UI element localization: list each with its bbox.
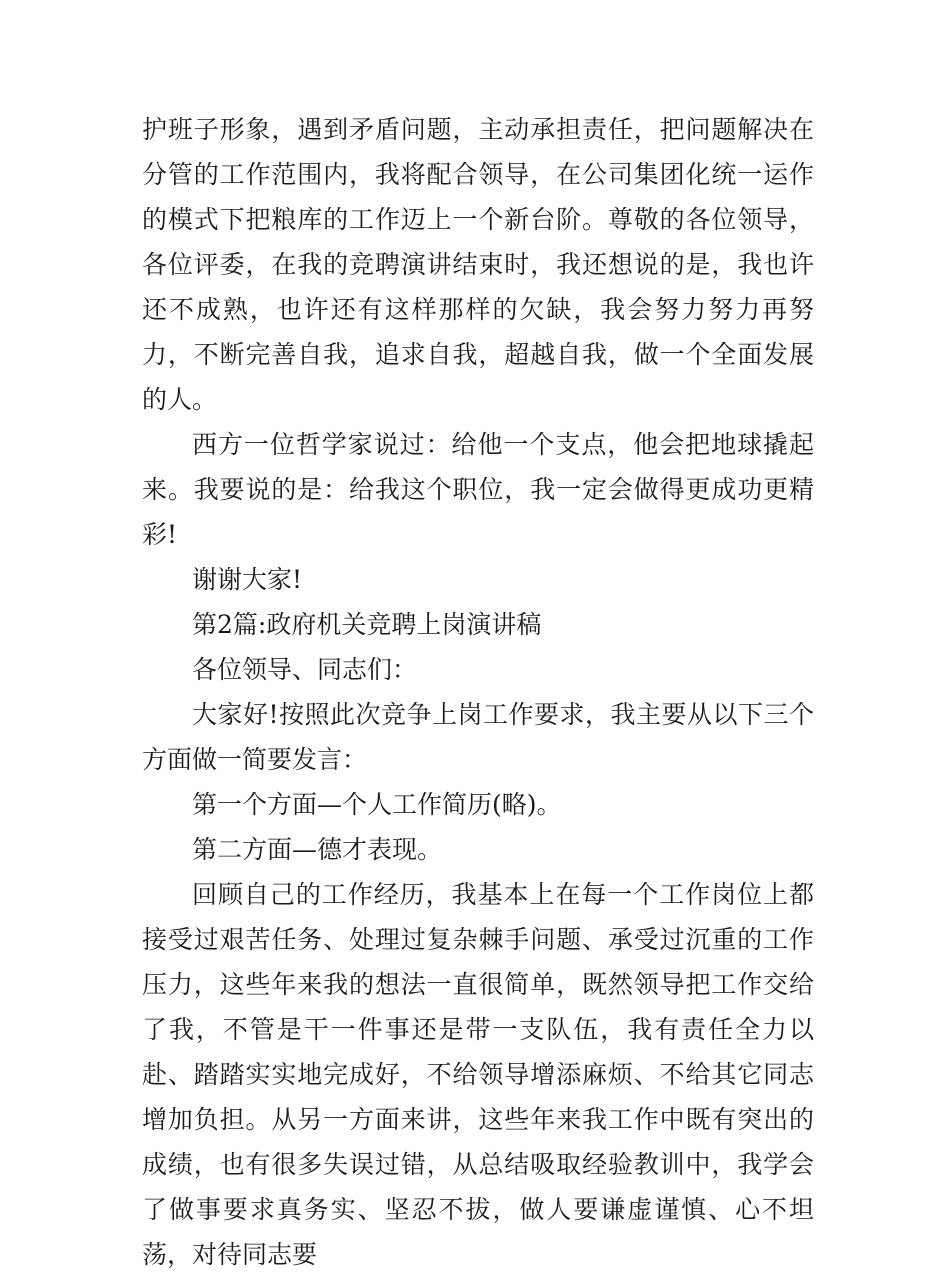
- section-heading: 第2篇:政府机关竞聘上岗演讲稿: [192, 610, 542, 639]
- paragraph-aspect-one: 第一个方面—个人工作简历(略)。: [192, 790, 562, 819]
- document-body: [142, 107, 814, 1277]
- paragraph-salutation: 各位领导、同志们：: [192, 655, 418, 684]
- paragraph-aspect-two: 第二方面—德才表现。: [192, 835, 443, 864]
- paragraph-philosopher-quote: 西方一位哲学家说过：给他一个支点，他会把地球撬起来。我要说的是：给我这个职位，我一定会做得更成功更精彩!: [142, 430, 814, 549]
- paragraph-review: 回顾自己的工作经历，我基本上在每一个工作岗位上都接受过艰苦任务、处理过复杂棘手问题、承受过沉重的工作压力，这些年来我的想法一直很简单，既然领导把工作交给了我，不管是干一件事还是带一支队伍，我有责任全力以赴、踏踏实实地完成好，不给领导增添麻烦、不给其它同志增加负担。从另一方面来讲，这些年来我工作中既有突出的成绩，也有很多失误过错，从总结吸取经验教训中，我学会了做事要求真务实、坚忍不拔，做人要谦虚谨慎、心不坦荡，对待同志要: [142, 880, 814, 1269]
- paragraph-thanks: 谢谢大家!: [192, 565, 303, 594]
- paragraph-continuation: 护班子形象，遇到矛盾问题，主动承担责任，把问题解决在分管的工作范围内，我将配合领导，在公司集团化统一运作的模式下把粮库的工作迈上一个新台阶。尊敬的各位领导，各位评委，在我的竞聘演讲结束时，我还想说的是，我也许还不成熟，也许还有这样那样的欠缺，我会努力努力再努力，不断完善自我，追求自我，超越自我，做一个全面发展的人。: [142, 115, 814, 414]
- paragraph-greeting: 大家好!按照此次竞争上岗工作要求，我主要从以下三个方面做一简要发言：: [142, 700, 814, 774]
